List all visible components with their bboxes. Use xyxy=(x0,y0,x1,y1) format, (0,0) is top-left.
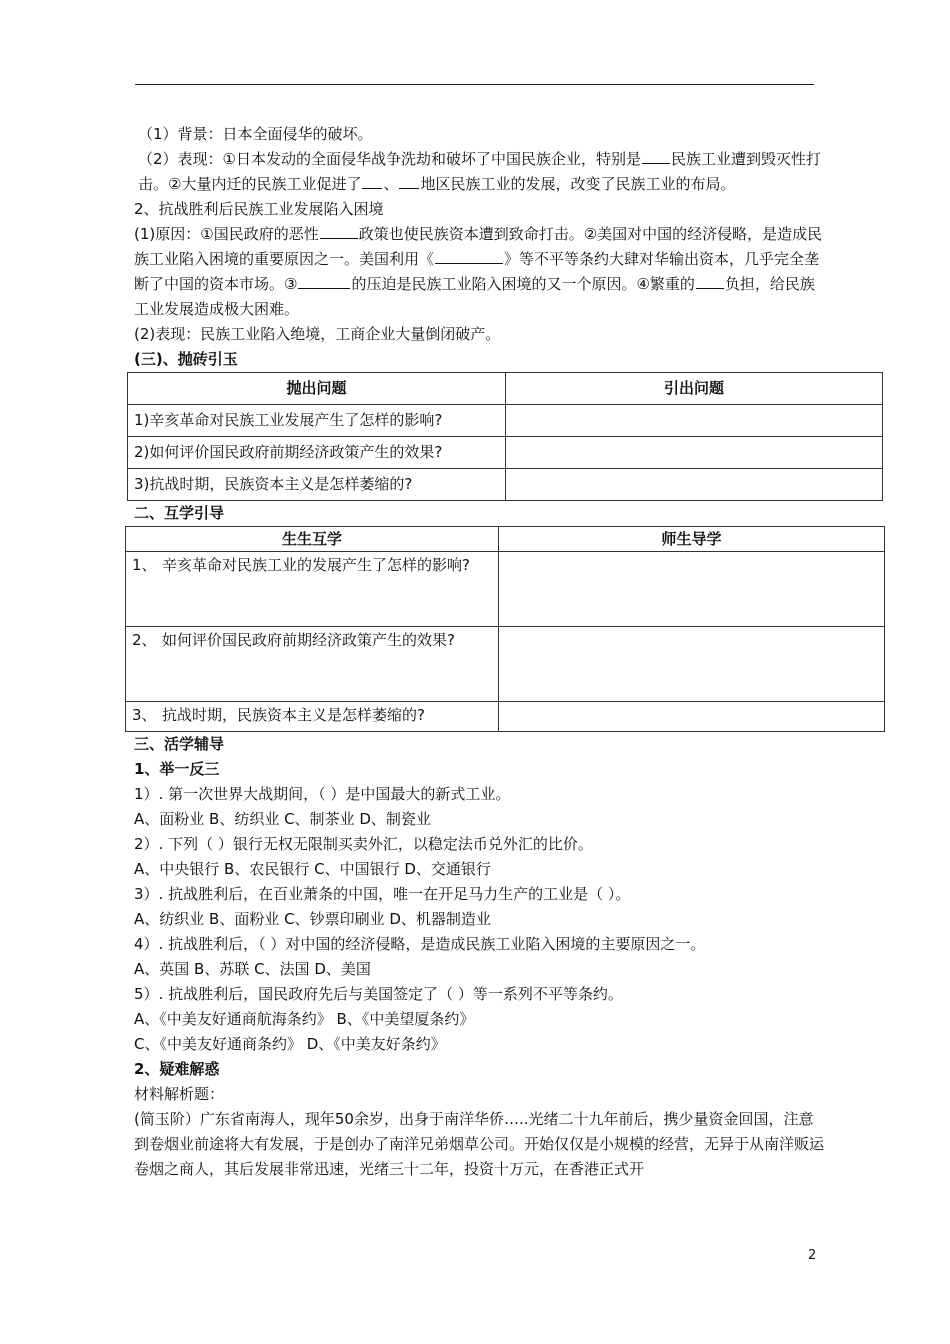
question-1: 1）. 第一次世界大战期间，（ ）是中国最大的新式工业。 xyxy=(134,785,511,803)
column-header: 引出问题 xyxy=(506,373,883,405)
table-row xyxy=(128,405,883,437)
answer-cell[interactable] xyxy=(506,469,883,501)
section-5-heading: 三、活学辅导 xyxy=(134,735,225,753)
question-4-options: A、英国 B、苏联 C、法国 D、美国 xyxy=(134,960,371,978)
question-5-options: C、《中美友好通商条约》 D、《中美友好条约》 xyxy=(134,1035,446,1053)
section-3-heading: (三)、抛砖引玉 xyxy=(134,350,238,368)
column-header: 师生导学 xyxy=(499,527,885,552)
question-3: 3）. 抗战胜利后，在百业萧条的中国，唯一在开足马力生产的工业是（ ）。 xyxy=(134,885,631,903)
performance-line: (2)表现：民族工业陷入绝境，工商企业大量倒闭破产。 xyxy=(134,325,501,343)
table-cell: 2)如何评价国民政府前期经济政策产生的效果? xyxy=(128,437,506,469)
section-4-heading: 二、互学引导 xyxy=(134,504,225,522)
document-body xyxy=(134,122,826,1182)
answer-cell[interactable] xyxy=(499,552,885,627)
table-cell: 1)辛亥革命对民族工业发展产生了怎样的影响? xyxy=(128,405,506,437)
material-text: (简玉阶）广东省南海人，现年50余岁，出身于南洋华侨…..光绪二十九年前后，携少量资金回国，注意到卷烟业前途将大有发展，于是创办了南洋兄弟烟草公司。开始仅仅是小规模的经营，无异于从南洋贩运卷烟之商人，其后发展非常迅速，光绪三十二年，投资十万元，在香港正式开 xyxy=(134,1110,825,1178)
header-rule xyxy=(135,84,814,85)
answer-cell[interactable] xyxy=(499,627,885,702)
answer-cell[interactable] xyxy=(499,702,885,732)
fill-blank[interactable] xyxy=(298,274,350,289)
column-header: 抛出问题 xyxy=(128,373,506,405)
question-3-options: A、纺织业 B、面粉业 C、钞票印刷业 D、机器制造业 xyxy=(134,910,491,928)
answer-cell[interactable] xyxy=(506,437,883,469)
question-5: 5）. 抗战胜利后，国民政府先后与美国签定了（ ）等一系列不平等条约。 xyxy=(134,985,623,1003)
question-2-options: A、中央银行 B、农民银行 C、中国银行 D、交通银行 xyxy=(134,860,491,878)
table-cell: 2、 如何评价国民政府前期经济政策产生的效果? xyxy=(126,627,499,702)
column-header: 生生互学 xyxy=(126,527,499,552)
question-2: 2）. 下列（ ）银行无权无限制买卖外汇，以稳定法币兑外汇的比价。 xyxy=(134,835,593,853)
fill-blank[interactable] xyxy=(435,249,503,264)
table-row xyxy=(126,552,885,627)
page-number: 2 xyxy=(808,1248,817,1263)
fill-blank[interactable] xyxy=(362,174,382,189)
fill-blank[interactable] xyxy=(642,149,670,164)
material-label: 材料解析题： xyxy=(134,1085,225,1103)
question-4: 4）. 抗战胜利后，（ ）对中国的经济侵略，是造成民族工业陷入困境的主要原因之一。 xyxy=(134,935,706,953)
subsection-heading: 2、疑难解惑 xyxy=(134,1060,220,1078)
question-5-options: A、《中美友好通商航海条约》 B、《中美望厦条约》 xyxy=(134,1010,475,1028)
answer-cell[interactable] xyxy=(506,405,883,437)
reasons-paragraph: (1)原因：①国民政府的恶性 政策也使民族资本遭到致命打击。②美国对中国的经济侵略，是造成民族工业陷入困境的重要原因之一。美国利用《 》等不平等条约大肆对华输出资本，几乎完全垄断了中国的资本市场。③ 的压迫是民族工业陷入困境的又一个原因。④繁重的 负担，给民族工业发展造成极大困难。 xyxy=(134,225,823,318)
fill-blank[interactable] xyxy=(696,274,724,289)
mutual-study-table xyxy=(125,526,885,732)
table-row xyxy=(128,437,883,469)
table-row xyxy=(126,627,885,702)
subsection-heading: 1、举一反三 xyxy=(134,760,220,778)
question-1-options: A、面粉业 B、纺织业 C、制茶业 D、制瓷业 xyxy=(134,810,431,828)
table-cell: 1、 辛亥革命对民族工业的发展产生了怎样的影响? xyxy=(126,552,499,627)
fill-blank[interactable] xyxy=(399,174,419,189)
performance-paragraph: （2）表现：①日本发动的全面侵华战争洗劫和破坏了中国民族企业，特别是 民族工业遭到毁灭性打击。②大量内迁的民族工业促进了 、 地区民族工业的发展，改变了民族工业的布局。 xyxy=(138,150,822,193)
background-line: （1）背景：日本全面侵华的破坏。 xyxy=(138,125,373,143)
table-row xyxy=(126,702,885,732)
question-table xyxy=(127,372,883,501)
table-cell: 3)抗战时期，民族资本主义是怎样萎缩的? xyxy=(128,469,506,501)
table-row xyxy=(128,469,883,501)
table-cell: 3、 抗战时期，民族资本主义是怎样萎缩的? xyxy=(126,702,499,732)
section-2-heading: 2、抗战胜利后民族工业发展陷入困境 xyxy=(134,200,384,218)
fill-blank[interactable] xyxy=(320,224,358,239)
